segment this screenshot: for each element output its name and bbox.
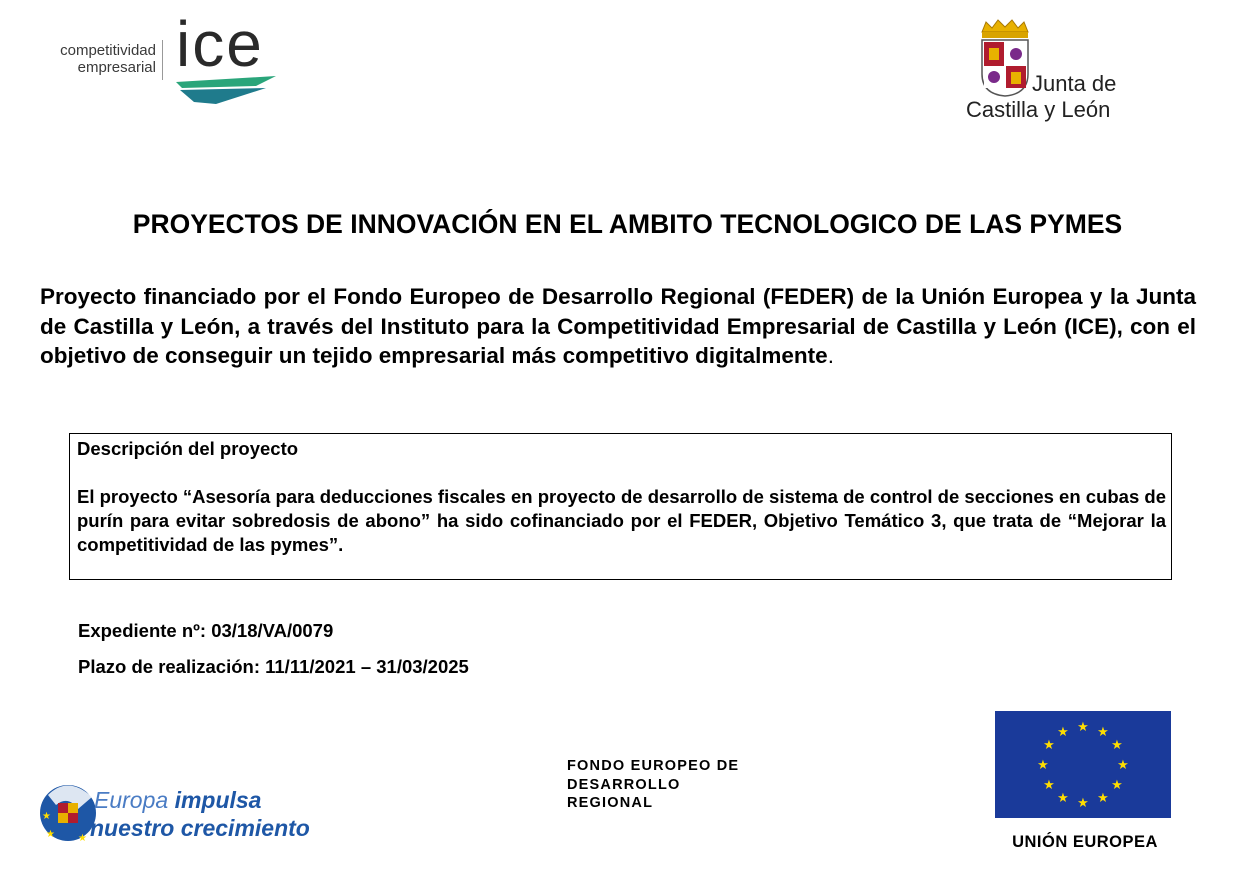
feder-line3: REGIONAL: [567, 795, 654, 811]
svg-text:★: ★: [1111, 778, 1123, 793]
ice-tagline: [38, 42, 156, 76]
svg-text:★: ★: [42, 811, 51, 822]
eu-label: UNIÓN EUROPEA: [1012, 833, 1158, 851]
svg-text:★: ★: [1077, 720, 1089, 735]
feder-line2: DESARROLLO: [567, 776, 681, 793]
feder-text: [567, 757, 807, 813]
plazo-line: [78, 655, 469, 679]
svg-text:★: ★: [1077, 796, 1089, 811]
ice-swoosh-icon: [176, 72, 276, 106]
svg-text:★: ★: [1057, 725, 1069, 740]
svg-text:★: ★: [1117, 758, 1129, 773]
plazo-label: Plazo de realización:: [78, 656, 260, 677]
expediente-label: Expediente nº:: [78, 620, 207, 641]
svg-text:★: ★: [1043, 738, 1055, 753]
ice-tagline-line1: competitividad: [60, 42, 156, 59]
description-box: [69, 433, 1172, 580]
plazo-value: 11/11/2021 – 31/03/2025: [265, 656, 469, 677]
junta-logo: [960, 18, 1160, 128]
svg-text:★: ★: [1037, 758, 1049, 773]
svg-text:★: ★: [1097, 791, 1109, 806]
ice-wordmark: ice: [176, 8, 264, 80]
eu-flag-icon: [995, 711, 1171, 818]
description-heading: Descripción del proyecto: [77, 438, 299, 459]
svg-text:★: ★: [1097, 725, 1109, 740]
expediente-value: 03/18/VA/0079: [211, 620, 334, 641]
intro-period: .: [827, 343, 834, 368]
europa-line2: nuestro crecimiento: [90, 815, 310, 841]
europa-line1: [94, 787, 261, 813]
coat-of-arms-icon: [976, 18, 1034, 98]
intro-paragraph: [40, 282, 1196, 371]
ice-logo: [38, 8, 283, 106]
europa-impulsa-logo: [38, 775, 338, 851]
page-title: PROYECTOS DE INNOVACIÓN EN EL AMBITO TECNOLOGICO DE LAS PYMES: [132, 209, 1123, 239]
description-body: El proyecto “Asesoría para deducciones fiscales en proyecto de desarrollo de sistema de control de secciones en cubas de purín para evitar sobredosis de abono” ha sido cofinanciado por el FEDER, Objetivo Temático 3, que trata de “Mejorar la competitividad de las pymes”.: [77, 486, 1166, 555]
svg-text:★: ★: [1043, 778, 1055, 793]
europa-emblem-icon: [38, 775, 98, 851]
ice-tagline-line2: empresarial: [77, 59, 156, 76]
junta-name-line2: Castilla y León: [966, 97, 1111, 122]
svg-text:★: ★: [78, 833, 87, 844]
ice-divider: [162, 40, 163, 80]
europa-word: Europa: [94, 787, 169, 813]
intro-text: Proyecto financiado por el Fondo Europeo de Desarrollo Regional (FEDER) de la Unión Europea y la Junta de Castilla y León, a través del Instituto para la Competitividad Empresarial de Castilla y León (ICE), con el objetivo de conseguir un tejido empresarial más competitivo digitalmente: [40, 284, 1196, 368]
junta-name-line1: Junta de: [1032, 71, 1117, 96]
feder-line1: FONDO EUROPEO DE: [567, 758, 740, 774]
svg-text:★: ★: [46, 829, 55, 840]
svg-text:★: ★: [1111, 738, 1123, 753]
impulsa-word: impulsa: [174, 787, 262, 813]
expediente-line: [78, 619, 333, 643]
svg-text:★: ★: [1057, 791, 1069, 806]
